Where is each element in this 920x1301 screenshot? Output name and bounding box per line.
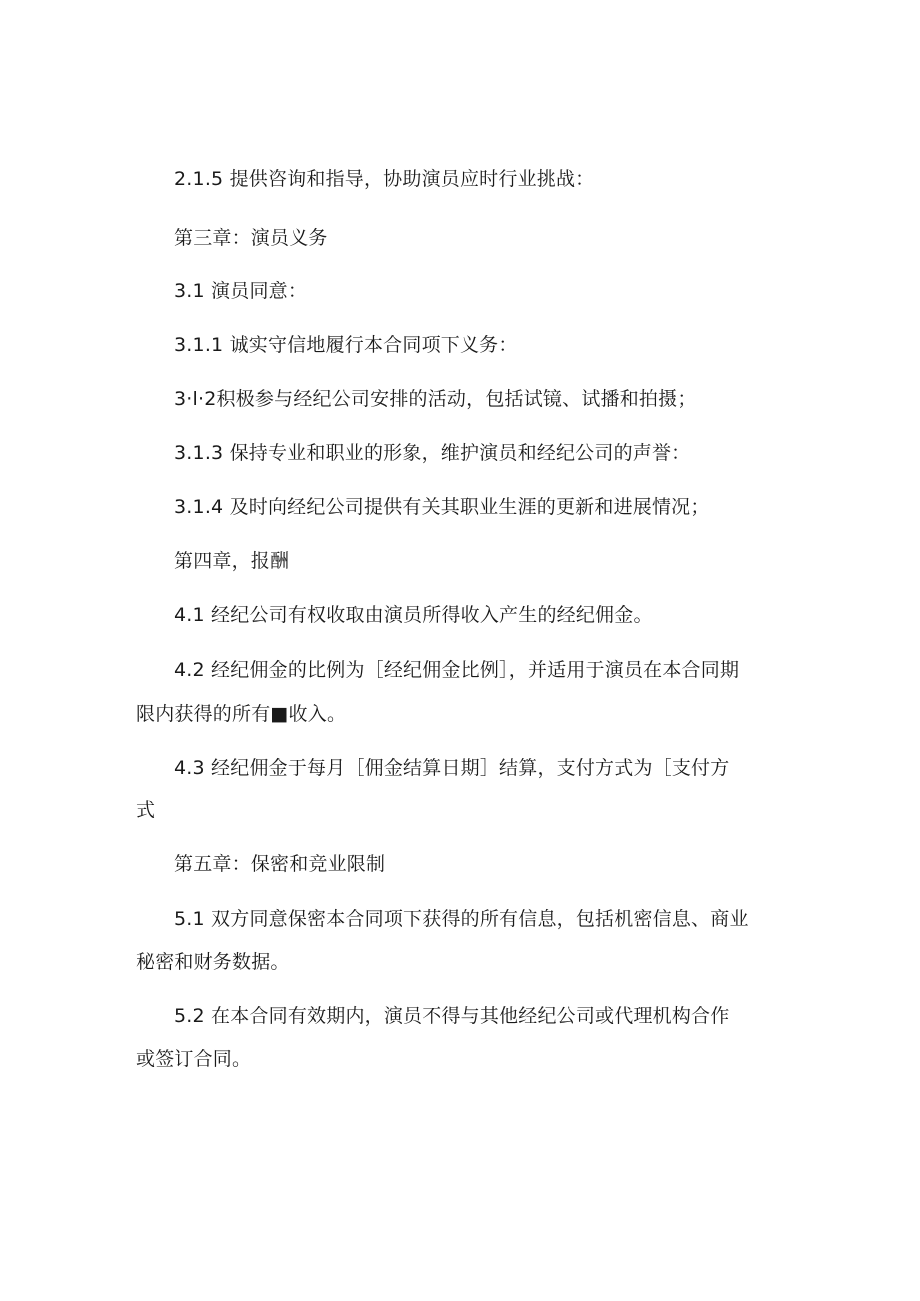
clause-4-2: 4.2 经纪佣金的比例为［经纪佣金比例］，并适用于演员在本合同期 bbox=[174, 659, 740, 681]
chapter-4-heading: 第四章，报酬 bbox=[174, 550, 290, 572]
clause-3-1-4: 3.1.4 及时向经纪公司提供有关其职业生涯的更新和进展情况； bbox=[174, 496, 710, 518]
clause-4-1: 4.1 经纪公司有权收取由演员所得收入产生的经纪佣金。 bbox=[174, 604, 653, 626]
clause-3-1-3: 3.1.3 保持专业和职业的形象，维护演员和经纪公司的声誉： bbox=[174, 442, 691, 464]
chapter-3-heading: 第三章：演员义务 bbox=[174, 227, 328, 249]
clause-5-2-continued: 或签订合同。 bbox=[136, 1048, 252, 1070]
clause-4-3: 4.3 经纪佣金于每月［佣金结算日期］结算，支付方式为［支付方 bbox=[174, 757, 730, 779]
clause-2-1-5: 2.1.5 提供咨询和指导，协助演员应时行业挑战： bbox=[174, 168, 595, 190]
clause-3-1-2: 3·l·2积极参与经纪公司安排的活动，包括试镜、试播和拍摄； bbox=[174, 388, 697, 410]
clause-4-3-continued: 式 bbox=[136, 799, 156, 821]
clause-5-1: 5.1 双方同意保密本合同项下获得的所有信息，包括机密信息、商业 bbox=[174, 908, 749, 930]
clause-5-1-continued: 秘密和财务数据。 bbox=[136, 951, 290, 973]
clause-5-2: 5.2 在本合同有效期内，演员不得与其他经纪公司或代理机构合作 bbox=[174, 1005, 730, 1027]
clause-3-1-1: 3.1.1 诚实守信地履行本合同项下义务： bbox=[174, 334, 518, 356]
clause-3-1: 3.1 演员同意： bbox=[174, 280, 308, 302]
chapter-5-heading: 第五章：保密和竞业限制 bbox=[174, 853, 386, 875]
clause-4-2-continued: 限内获得的所有■收入。 bbox=[136, 703, 347, 725]
